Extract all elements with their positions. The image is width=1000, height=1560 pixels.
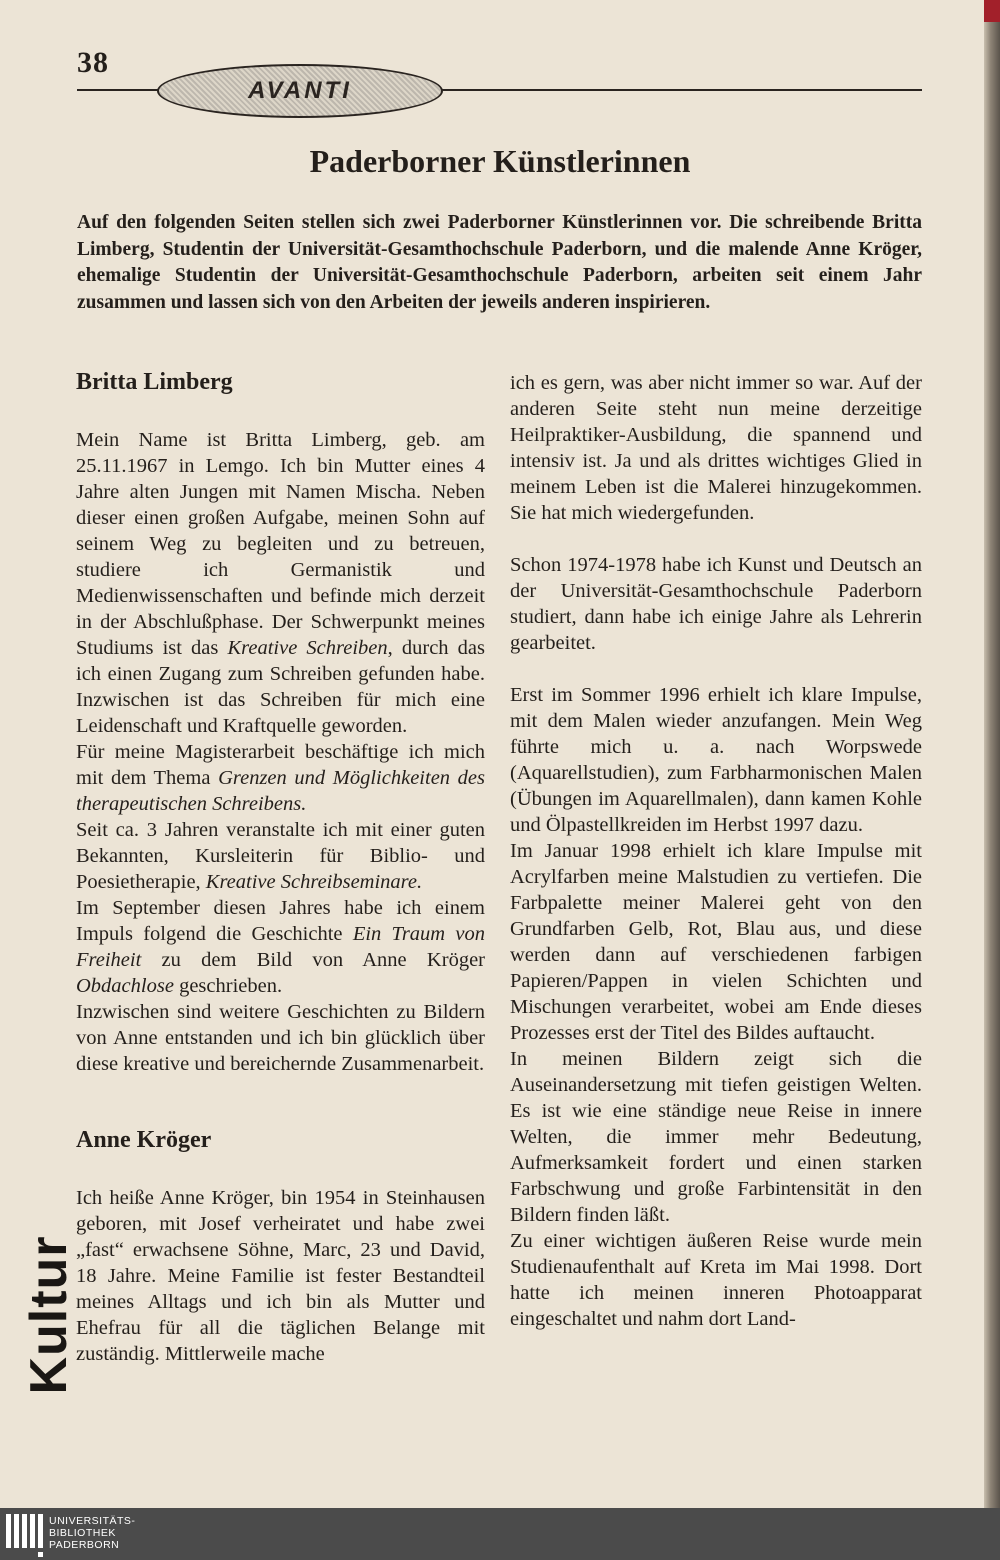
paragraph: In meinen Bildern zeigt sich die Auseinandersetzung mit tiefen geistigen Welten. Es ist wie eine ständige neue Reise in innere Welten, die immer mehr Bedeutung, Aufmerksamkeit fordert und einen starken Farbschwung und große Farbintensität in den Bildern finden läßt.: [510, 1048, 922, 1226]
section-heading-britta: Britta Limberg: [76, 369, 233, 395]
paragraph: ich es gern, was aber nicht immer so war. Auf der anderen Seite steht nun meine derzeitige Heilpraktiker-Ausbildung, die spannend und intensiv ist. Ja und als drittes wichtiges Glied in meinem Leben ist die Malerei hinzugekommen. Sie hat mich wiedergefunden.: [510, 372, 922, 524]
library-logo-icon: [4, 1514, 44, 1556]
avanti-badge: AVANTI: [157, 64, 443, 118]
paragraph: Schon 1974-1978 habe ich Kunst und Deutsch an der Universität-Gesamthochschule Paderborn studiert, dann habe ich einige Jahre als Lehrerin gearbeitet.: [510, 554, 922, 654]
paragraph: Im Januar 1998 erhielt ich klare Impulse mit Acrylfarben meine Malstudien zu vertiefen. Die Farbpalette meiner Malerei geht von den Grundfarben Gelb, Rot, Blau aus, und diese werden dann auf verschiedenen farbigen Papieren/Pappen in vielen Schichten und Mischungen verarbeitet, wobei am Ende dieses Prozesses erst der Titel des Bildes auftaucht.: [510, 840, 922, 1044]
intro-paragraph: Auf den folgenden Seiten stellen sich zwei Paderborner Künstlerinnen vor. Die schreibende Britta Limberg, Studentin der Universität-Gesamthochschule Paderborn, und die malende Anne Kröger, ehemalige Studentin der Universität-Gesamthochschule Paderborn, arbeiten seit einem Jahr zusammen und lassen sich von den Arbeiten der jeweils anderen inspirieren.: [77, 212, 922, 313]
library-name: UNIVERSITÄTS- BIBLIOTHEK PADERBORN: [49, 1515, 136, 1551]
page-title: Paderborner Künstlerinnen: [309, 143, 691, 179]
paragraph: Zu einer wichtigen äußeren Reise wurde mein Studienaufenthalt auf Kreta im Mai 1998. Dort hatte ich meinen inneren Photoapparat eingeschaltet und nahm dort Land-: [510, 1230, 922, 1330]
paragraph: Mein Name ist Britta Limberg, geb. am 25.11.1967 in Lemgo. Ich bin Mutter eines 4 Jahre alten Jungen mit Namen Mischa. Neben dieser einen großen Aufgabe, meinen Sohn auf seinem Weg zu begleiten und zu betreuen, studiere ich Germanistik und Medienwissenschaften und befinde mich derzeit in der Abschlußphase. Der Schwerpunkt meines Studiums ist das Kreative Schreiben, durch das ich einen Zugang zum Schreiben gefunden habe. Inzwischen ist das Schreiben für mich eine Leidenschaft und Kraftquelle geworden.: [76, 429, 485, 737]
page-edge: [984, 0, 1000, 1508]
paragraph: Für meine Magisterarbeit beschäftige ich mich mit dem Thema Grenzen und Möglichkeiten des therapeutischen Schreibens.: [76, 741, 485, 815]
paragraph: Im September diesen Jahres habe ich einem Impuls folgend die Geschichte Ein Traum von Freiheit zu dem Bild von Anne Kröger Obdachlose geschrieben.: [76, 897, 485, 997]
paragraph: Seit ca. 3 Jahren veranstalte ich mit einer guten Bekannten, Kursleiterin für Biblio- und Poesietherapie, Kreative Schreibseminare.: [76, 819, 485, 893]
right-column: [510, 370, 922, 1332]
bookmark-tab: [984, 0, 1000, 22]
section-side-label: Kultur: [20, 1235, 78, 1395]
paragraph: Ich heiße Anne Kröger, bin 1954 in Steinhausen geboren, mit Josef verheiratet und habe zwei „fast“ erwachsene Söhne, Marc, 23 und David, 18 Jahre. Meine Familie ist fester Bestandteil meines Alltags und ich bin als Mutter und Ehefrau für all die täglichen Belange mit zuständig. Mittlerweile mache: [76, 1187, 485, 1365]
section-heading-anne: Anne Kröger: [76, 1127, 212, 1153]
paragraph: Erst im Sommer 1996 erhielt ich klare Impulse, mit dem Malen wieder anzufangen. Mein Weg führte mich u. a. nach Worpswede (Aquarellstudien), zum Farbharmonischen Malen (Übungen im Aquarellmalen), dann kamen Kohle und Ölpastellkreiden im Herbst 1997 dazu.: [510, 684, 922, 836]
paragraph: Inzwischen sind weitere Geschichten zu Bildern von Anne entstanden und ich bin glücklich über diese kreative und bereichernde Zusammenarbeit.: [76, 1001, 485, 1075]
library-footer: [0, 1508, 1000, 1560]
page-number: 38: [77, 46, 109, 79]
left-column: [76, 367, 485, 1367]
